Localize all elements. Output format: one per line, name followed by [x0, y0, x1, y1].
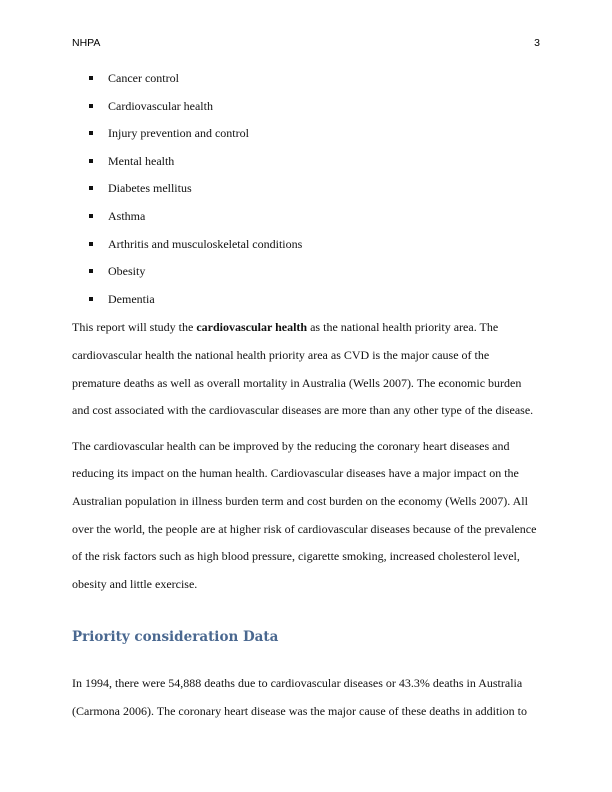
list-item: Injury prevention and control	[72, 123, 540, 151]
square-bullet-icon	[89, 269, 93, 273]
square-bullet-icon	[89, 242, 93, 246]
running-title: NHPA	[72, 37, 101, 49]
list-item: Arthritis and musculoskeletal conditions	[72, 234, 540, 262]
square-bullet-icon	[89, 186, 93, 190]
square-bullet-icon	[89, 131, 93, 135]
paragraph-data: In 1994, there were 54,888 deaths due to cardiovascular diseases or 43.3% deaths in Australia (Carmona 2006). The coronary heart disease was the major cause of these deaths in addition to	[72, 676, 527, 718]
square-bullet-icon	[89, 297, 93, 301]
section-heading: Priority consideration Data	[72, 629, 279, 645]
square-bullet-icon	[89, 76, 93, 80]
priority-areas-list	[72, 68, 540, 316]
list-item: Obesity	[72, 261, 540, 289]
list-item: Dementia	[72, 289, 540, 317]
bold-term: cardiovascular health	[196, 320, 308, 335]
list-item: Cardiovascular health	[72, 96, 540, 124]
paragraph-risk-factors: The cardiovascular health can be improved by the reducing the coronary heart diseases and reducing its impact on the human health. Cardiovascular diseases have a major impact on the Australian population in illness burden term and cost burden on the economy (Wells 2007). All over the world, the people are at higher risk of cardiovascular diseases because of the prevalence of the risk factors such as high blood pressure, cigarette smoking, increased cholesterol level, obesity and little exercise.	[72, 438, 537, 591]
document-body	[72, 68, 540, 598]
list-item: Cancer control	[72, 68, 540, 96]
page-number: 3	[534, 37, 540, 49]
page-header	[72, 37, 540, 51]
square-bullet-icon	[89, 159, 93, 163]
list-item: Mental health	[72, 151, 540, 179]
paragraph-intro: This report will study the cardiovascular health as the national health priority area. The cardiovascular health the national health priority area as CVD is the major cause of the premature deaths as well as overall mortality in Australia (Wells 2007). The economic burden and cost associated with the cardiovascular diseases are more than any other type of the disease.	[72, 320, 534, 418]
square-bullet-icon	[89, 214, 93, 218]
square-bullet-icon	[89, 104, 93, 108]
list-item: Asthma	[72, 206, 540, 234]
list-item: Diabetes mellitus	[72, 178, 540, 206]
